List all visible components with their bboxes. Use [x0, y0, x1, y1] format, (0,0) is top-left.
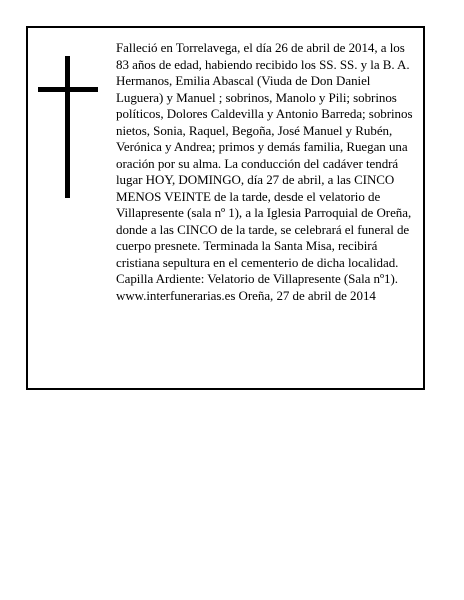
funeral-home-signature: www.interfunerarias.es Oreña, 27 de abril de 2014	[116, 287, 376, 303]
death-announcement: Falleció en Torrelavega, el día 26 de abril de 2014, a los 83 años de edad, habiendo recibido los SS. SS. y la B. A.	[116, 40, 410, 72]
latin-cross-icon	[38, 56, 98, 198]
cross-vertical-bar	[65, 56, 70, 198]
cross-horizontal-bar	[38, 87, 98, 92]
notice-body	[116, 40, 416, 304]
obituary-notice	[26, 26, 425, 390]
family-and-funeral-details: Hermanos, Emilia Abascal (Viuda de Don Daniel Luguera) y Manuel ; sobrinos, Manolo y Pili; sobrinos políticos, Dolores Caldevilla y Antonio Barreda; sobrinos nietos, Sonia, Raquel, Begoña, José Manuel y Rubén, Verónica y Andrea; primos y demás familia, Ruegan una oración por su alma. La conducción del cadáver tendrá lugar HOY, DOMINGO, día 27 de abril, a las CINCO MENOS VEINTE de la tarde, desde el velatorio de Villapresente (sala nº 1), a la Iglesia Parroquial de Oreña, donde a las CINCO de la tarde, se celebrará el funeral de cuerpo presnete. Terminada la Santa Misa, recibirá cristiana sepultura en el cementerio de dicha localidad. Capilla Ardiente: Velatorio de Villapresente (Sala nº1).	[116, 73, 413, 286]
